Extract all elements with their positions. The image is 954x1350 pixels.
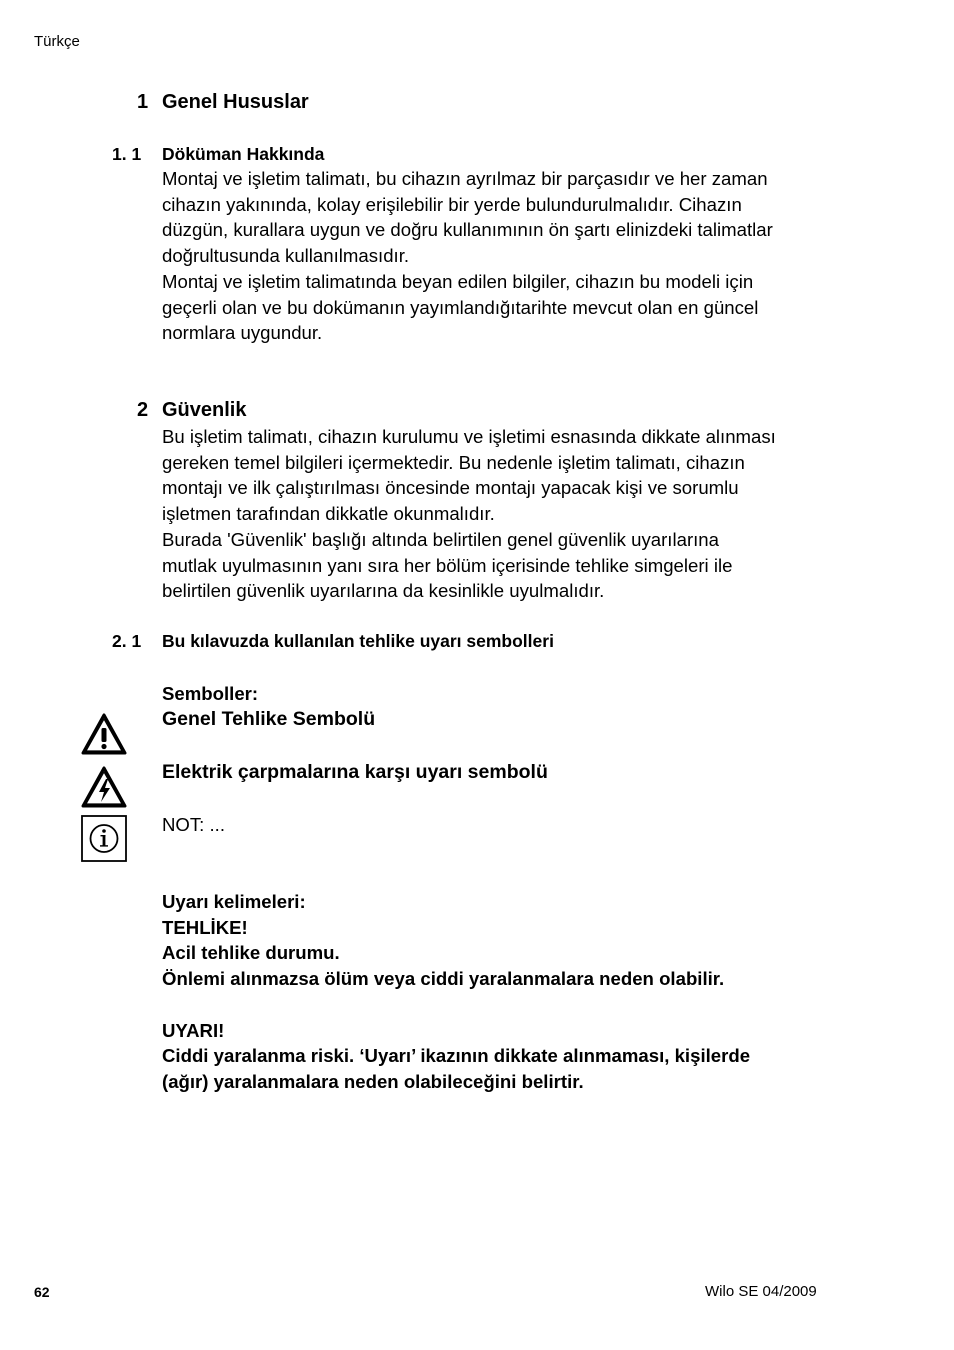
electric-shock-label: Elektrik çarpmalarına karşı uyarı sembolü: [162, 761, 548, 783]
text-line: Bu işletim talimatı, cihazın kurulumu ve işletimi esnasında dikkate alınması: [162, 426, 776, 447]
symbols-label: Semboller:: [162, 683, 259, 704]
section-2-1-heading: [112, 631, 712, 655]
text-line: geçerli olan ve bu dokümanın yayımlandığıtarihte mevcut olan en güncel: [162, 296, 759, 318]
text-line: (ağır) yaralanmalara neden olabileceğini belirtir.: [162, 1070, 584, 1092]
text-line: Ciddi yaralanma riski. ‘Uyarı’ ikazının dikkate alınmaması, kişilerde: [162, 1045, 751, 1067]
page-number: 62: [34, 1284, 50, 1300]
section-1-1-heading: [112, 144, 612, 168]
electric-shock-warning-icon: [80, 765, 128, 809]
text-line: montajı ve ilk çalıştırılması öncesinde montajı yapacak kişi ve sorumlu: [162, 477, 739, 499]
danger-word: TEHLİKE!: [162, 916, 248, 938]
page-header-language: Türkçe: [34, 33, 80, 50]
signal-words-label: Uyarı kelimeleri:: [162, 891, 306, 912]
section-1-1-number: 1. 1: [112, 144, 142, 164]
general-danger-icon: [80, 712, 128, 756]
text-line: Acil tehlike durumu.: [162, 942, 340, 964]
footer-publisher: Wilo SE 04/2009: [705, 1283, 817, 1300]
text-line: Önlemi alınmazsa ölüm veya ciddi yaralanmalara neden olabilir.: [162, 968, 725, 990]
section-2-1-number: 2. 1: [112, 631, 142, 651]
section-1-1-body: [162, 166, 842, 346]
text-line: Montaj ve işletim talimatı, bu cihazın ayrılmaz bir parçasıdır ve her zaman: [162, 168, 768, 189]
section-2-heading: [137, 399, 537, 427]
text-line: doğrultusunda kullanılmasıdır.: [162, 245, 410, 267]
text-line: mutlak uyulmasının yanı sıra her bölüm içerisinde tehlike simgeleri ile: [162, 554, 733, 576]
section-2-title: Güvenlik: [162, 399, 247, 421]
text-line: Burada 'Güvenlik' başlığı altında belirtilen genel güvenlik uyarılarına: [162, 528, 719, 550]
signal-words-block: [162, 889, 842, 1095]
text-line: Montaj ve işletim talimatında beyan edilen bilgiler, cihazın bu modeli için: [162, 270, 754, 292]
note-label: NOT: ...: [162, 814, 226, 835]
text-line: cihazın yakınında, kolay erişilebilir bir yerde bulundurulmalıdır. Cihazın: [162, 193, 742, 215]
info-note-icon: [81, 815, 127, 862]
text-line: normlara uygundur.: [162, 322, 323, 344]
section-1-number: 1: [137, 91, 149, 113]
text-line: belirtilen güvenlik uyarılarına da kesinlikle uyulmalıdır.: [162, 580, 605, 602]
section-1-1-title: Döküman Hakkında: [162, 144, 325, 164]
general-danger-label: Genel Tehlike Sembolü: [162, 708, 376, 730]
section-1-heading: [137, 91, 537, 119]
section-2-number: 2: [137, 399, 149, 421]
section-2-1-title: Bu kılavuzda kullanılan tehlike uyarı sembolleri: [162, 631, 554, 651]
text-line: düzgün, kurallara uygun ve doğru kullanımının ön şartı elinizdeki talimatlar: [162, 219, 773, 241]
warning-word: UYARI!: [162, 1019, 225, 1041]
text-line: işletmen tarafından dikkatle okunmalıdır.: [162, 503, 495, 525]
text-line: gereken temel bilgileri içermektedir. Bu nedenle işletim talimatı, cihazın: [162, 451, 745, 473]
section-1-title: Genel Hususlar: [162, 91, 309, 113]
section-2-body: [162, 424, 842, 604]
